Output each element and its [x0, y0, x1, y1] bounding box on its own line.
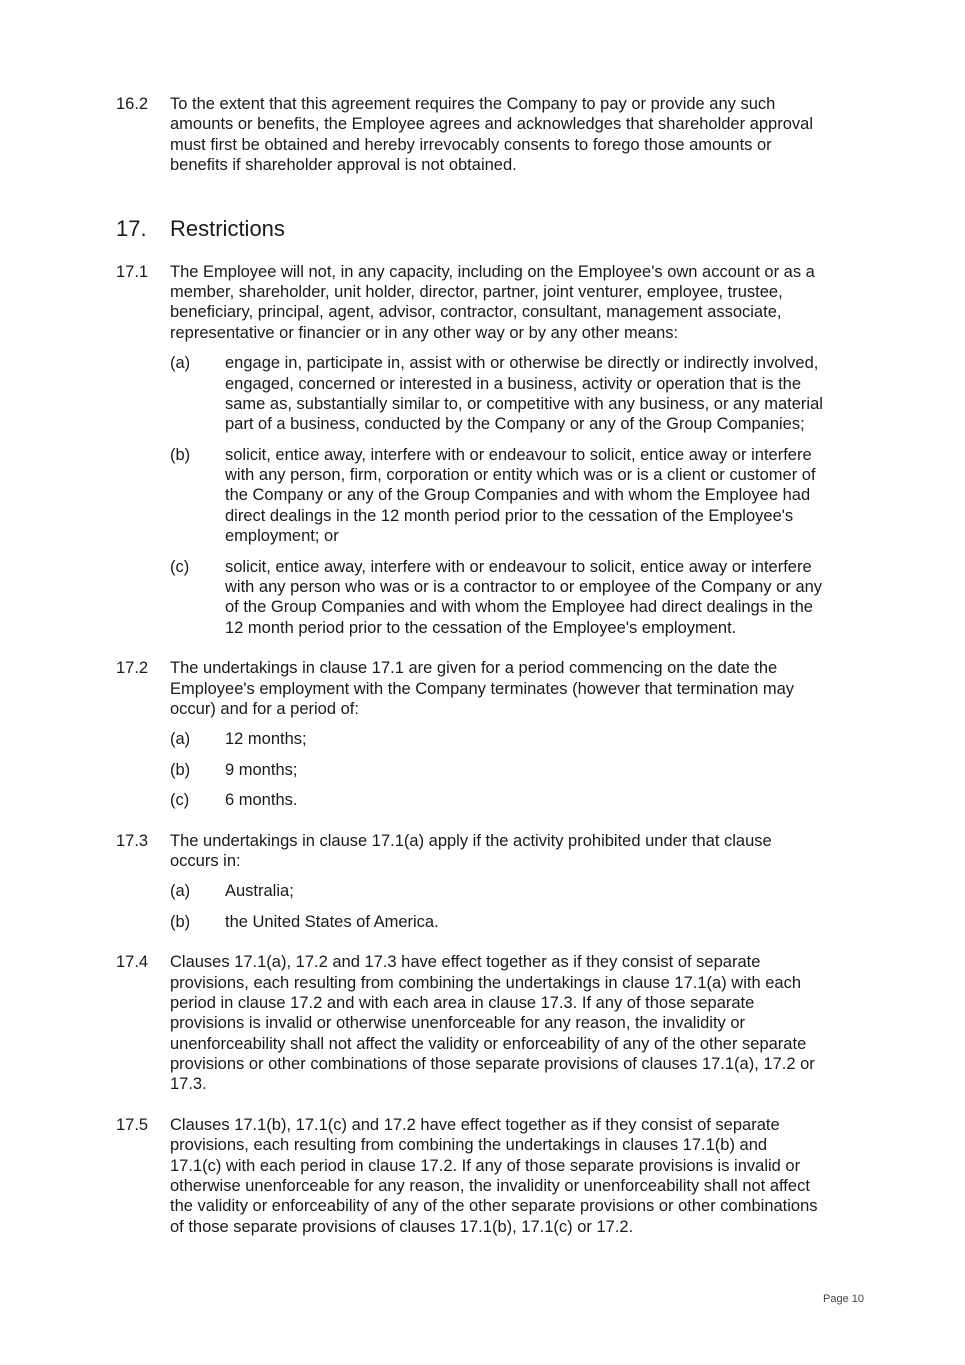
clause-text-line: Clauses 17.1(b), 17.1(c) and 17.2 have effect together as if they consist of separate — [170, 1115, 780, 1134]
document-body — [116, 94, 876, 1237]
sub-clause — [170, 912, 876, 932]
sub-clause — [170, 729, 876, 749]
sub-clause-text-line: part of a business, conducted by the Company or any of the Group Companies; — [225, 415, 805, 434]
clause-text-line: To the extent that this agreement requires the Company to pay or provide any such — [170, 95, 776, 113]
clause-17-3 — [116, 831, 876, 933]
sub-clause-text-line: direct dealings in the 12 month period prior to the cessation of the Employee's — [225, 506, 794, 525]
clause-17-1 — [116, 262, 876, 639]
sub-clause — [170, 760, 876, 780]
sub-clause-text-line: 12 month period prior to the cessation of the Employee's employment. — [225, 618, 737, 637]
sub-clause-text-line: 9 months; — [225, 760, 298, 779]
section-title: Restrictions — [170, 215, 285, 241]
clause-text-line: member, shareholder, unit holder, director, partner, joint venturer, employee, trustee, — [170, 282, 783, 301]
sub-clause-label: (c) — [170, 791, 190, 810]
sub-clause-text-line: of the Group Companies and with whom the Employee had direct dealings in the — [225, 598, 813, 617]
clause-text-line: provisions, each resulting from combining the undertakings in clause 17.1(a) with each — [170, 973, 802, 992]
clause-text-line: 17.1(c) with each period in clause 17.2. If any of those separate provisions is invalid or — [170, 1156, 801, 1175]
sub-clause — [170, 445, 876, 547]
clause-number: 17.1 — [116, 262, 149, 281]
clause-number: 17.2 — [116, 659, 149, 678]
clause-text-line: occurs in: — [170, 851, 241, 870]
clause-text-line: 17.3. — [170, 1075, 207, 1094]
sub-clause-text-line: the United States of America. — [225, 912, 439, 931]
sub-clause-label: (c) — [170, 557, 190, 576]
sub-clause — [170, 790, 876, 810]
clause-text-line: must first be obtained and hereby irrevocably consents to forego those amounts or — [170, 135, 772, 154]
sub-clause-text-line: solicit, entice away, interfere with or endeavour to solicit, entice away or interfere — [225, 445, 812, 464]
clause-text-line: Clauses 17.1(a), 17.2 and 17.3 have effect together as if they consist of separate — [170, 953, 761, 972]
clause-text-line: provisions, each resulting from combining the undertakings in clauses 17.1(b) and — [170, 1136, 768, 1155]
sub-clause-text-line: with any person who was or is a contractor to or employee of the Company or any — [225, 578, 823, 597]
sub-clause-label: (a) — [170, 354, 191, 373]
clause-text-line: provisions or other combinations of those separate provisions of clauses 17.1(a), 17.2 or — [170, 1055, 815, 1074]
clause-text-line: benefits if shareholder approval is not obtained. — [170, 156, 517, 175]
sub-clause-text-line: engaged, concerned or interested in a business, activity or operation that is the — [225, 374, 802, 393]
clause-text-line: Employee's employment with the Company terminates (however that termination may — [170, 679, 795, 698]
clause-17-5 — [116, 1115, 876, 1237]
clause-text-line: amounts or benefits, the Employee agrees and acknowledges that shareholder approval — [170, 115, 813, 134]
page-number: Page 10 — [823, 1293, 864, 1305]
section-number: 17. — [116, 215, 147, 241]
sub-clause — [170, 881, 876, 901]
sub-clause-text-line: 12 months; — [225, 730, 307, 749]
sub-clause-label: (b) — [170, 912, 191, 931]
sub-clause-label: (a) — [170, 730, 191, 749]
sub-clause-text-line: the Company or any of the Group Companies and with whom the Employee had — [225, 486, 811, 505]
clause-number: 16.2 — [116, 95, 149, 113]
clause-text-line: unenforceability shall not affect the validity or enforceability of any of the other separate — [170, 1034, 807, 1053]
sub-clause-text-line: same as, substantially similar to, or competitive with any business, or any material — [225, 394, 823, 413]
sub-clause-text-line: Australia; — [225, 882, 294, 901]
clause-17-4 — [116, 952, 876, 1095]
clause-text-line: The undertakings in clause 17.1 are given for a period commencing on the date the — [170, 659, 778, 678]
clause-number: 17.4 — [116, 953, 149, 972]
clause-16-2 — [116, 94, 876, 176]
clause-text-line: provisions is invalid or otherwise unenforceable for any reason, the invalidity or — [170, 1014, 746, 1033]
sub-clause-text-line: 6 months. — [225, 791, 298, 810]
clause-text-line: occur) and for a period of: — [170, 699, 359, 718]
clause-text-line: beneficiary, principal, agent, advisor, contractor, consultant, management associate, — [170, 303, 782, 322]
sub-clause-text-line: employment; or — [225, 527, 339, 546]
clause-text-line: the validity or enforceability of any of the other separate provisions or other combinations — [170, 1197, 818, 1216]
clause-text-line: of those separate provisions of clauses 17.1(b), 17.1(c) or 17.2. — [170, 1217, 634, 1236]
clause-text-line: The undertakings in clause 17.1(a) apply if the activity prohibited under that clause — [170, 831, 772, 850]
sub-clause — [170, 557, 876, 639]
sub-clause-label: (a) — [170, 882, 191, 901]
sub-clause-text-line: engage in, participate in, assist with or otherwise be directly or indirectly involved, — [225, 354, 819, 373]
sub-clause-text-line: with any person, firm, corporation or entity which was or is a client or customer of — [225, 466, 816, 485]
clause-number: 17.5 — [116, 1115, 149, 1134]
sub-clause-text-line: solicit, entice away, interfere with or endeavour to solicit, entice away or interfere — [225, 557, 812, 576]
clause-text-line: The Employee will not, in any capacity, including on the Employee's own account or as a — [170, 262, 815, 281]
clause-17-2 — [116, 658, 876, 810]
sub-clause-label: (b) — [170, 760, 191, 779]
clause-text-line: period in clause 17.2 and with each area in clause 17.3. If any of those separate — [170, 993, 755, 1012]
clause-text-line: otherwise unenforceable for any reason, the invalidity or unenforceability shall not affect — [170, 1177, 810, 1196]
clause-text-line: representative or financier or in any other way or by any other means: — [170, 323, 679, 342]
sub-clause-label: (b) — [170, 445, 191, 464]
sub-clause — [170, 353, 876, 435]
clause-number: 17.3 — [116, 831, 149, 850]
section-heading — [116, 215, 876, 243]
